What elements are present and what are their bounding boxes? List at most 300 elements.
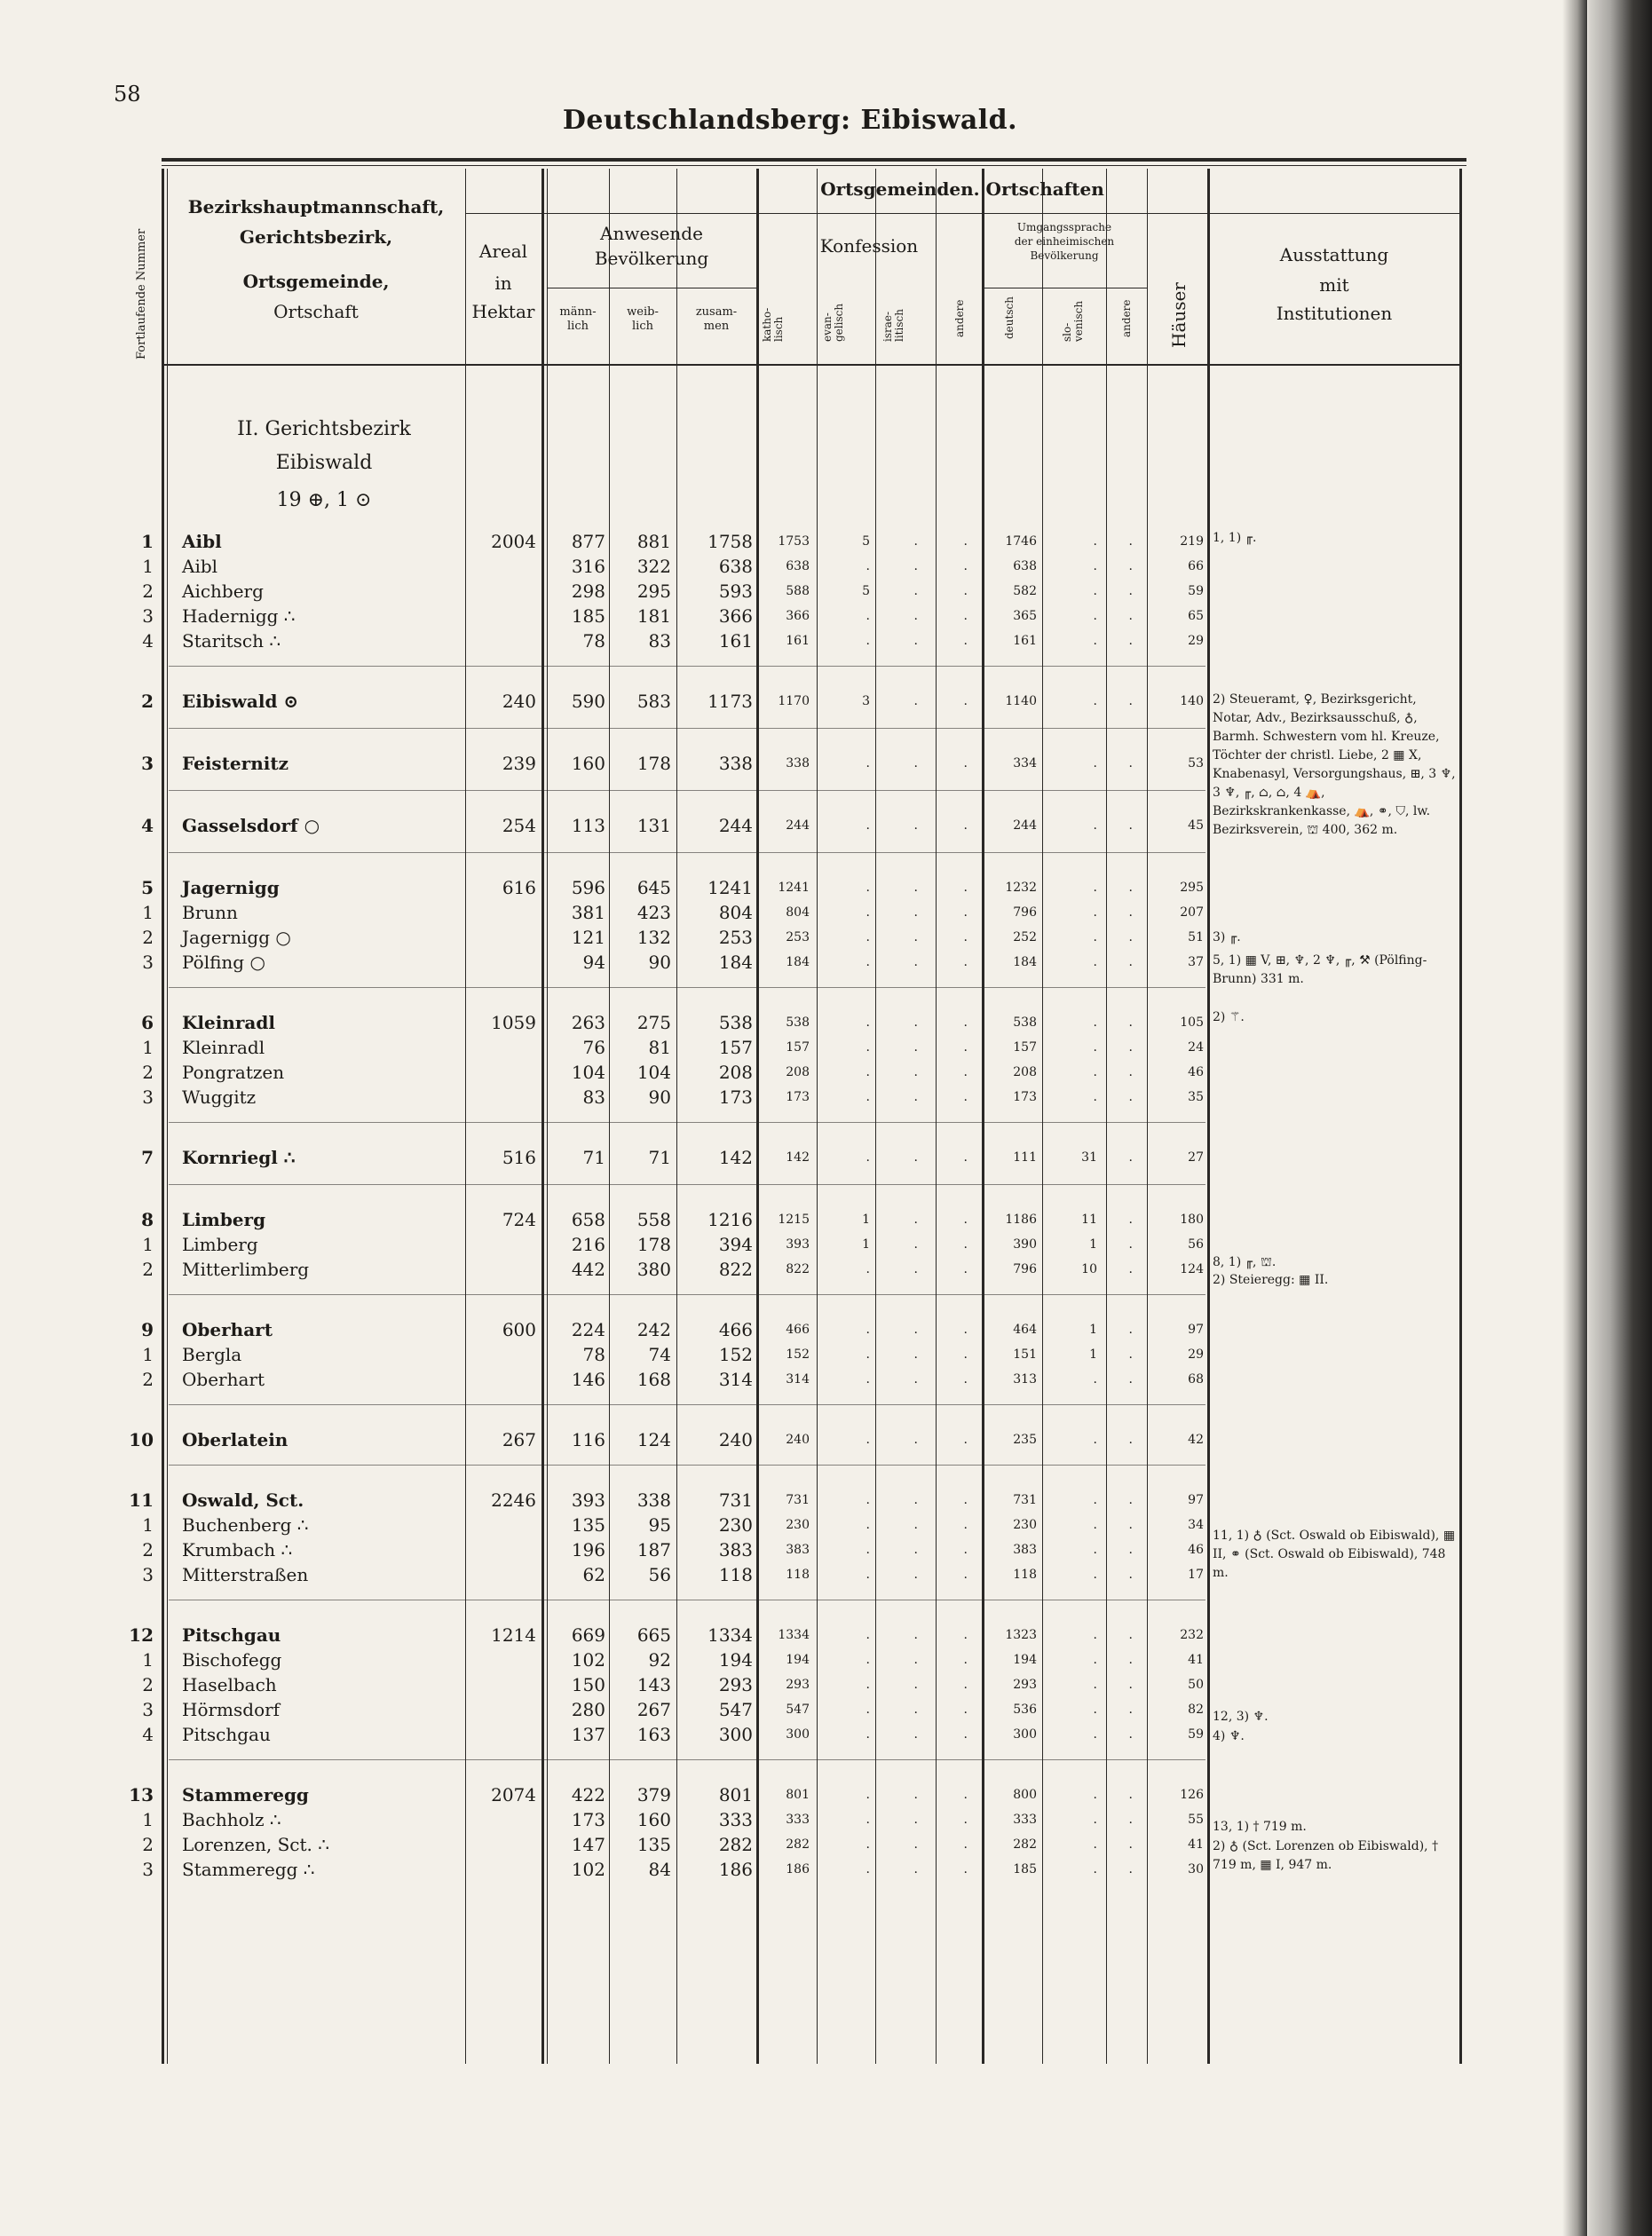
row-number: 2: [142, 1834, 154, 1855]
cell-m: 316: [571, 556, 605, 577]
cell-de: 796: [1013, 1262, 1037, 1276]
header-ausst-3: Institutionen: [1276, 303, 1393, 324]
cell-isr: .: [913, 1040, 918, 1055]
cell-m: 381: [571, 902, 605, 923]
cell-sand: .: [1128, 1090, 1133, 1104]
cell-w: 74: [648, 1344, 671, 1365]
cell-and: .: [963, 1262, 968, 1276]
cell-and: .: [963, 1372, 968, 1387]
cell-and: .: [963, 1727, 968, 1742]
cell-evang: .: [866, 1813, 870, 1827]
cell-slo: .: [1093, 634, 1097, 648]
row-name: Krumbach ∴: [182, 1539, 293, 1560]
cell-sand: .: [1128, 818, 1133, 833]
cell-and: .: [963, 1237, 968, 1252]
header-ausst-1: Ausstattung: [1279, 244, 1389, 265]
row-name: Limberg: [182, 1209, 266, 1230]
cell-isr: .: [913, 584, 918, 598]
cell-kath: 801: [786, 1788, 810, 1802]
cell-evang: .: [866, 1628, 870, 1642]
cell-m: 669: [571, 1624, 605, 1646]
row-number: 9: [141, 1319, 154, 1340]
cell-h: 35: [1188, 1090, 1204, 1104]
row-number: 1: [142, 1809, 154, 1830]
institution-note: 2) Steieregg: ▦ II.: [1213, 1273, 1329, 1287]
table-row: [0, 1319, 1580, 1344]
cell-t: 466: [718, 1319, 753, 1340]
cell-slo: .: [1093, 1433, 1097, 1447]
row-name: Aibl: [182, 531, 222, 552]
institution-note: 3) ╓.: [1213, 930, 1241, 944]
table-row: [0, 630, 1580, 655]
cell-de: 194: [1013, 1653, 1037, 1667]
cell-slo: .: [1093, 559, 1097, 573]
cell-kath: 1753: [778, 534, 810, 549]
cell-t: 184: [718, 952, 753, 973]
row-number: 4: [142, 630, 154, 652]
row-name: Aibl: [182, 556, 218, 577]
cell-w: 423: [636, 902, 671, 923]
cell-kath: 240: [786, 1433, 810, 1447]
cell-kath: 152: [786, 1347, 810, 1362]
row-number: 1: [142, 902, 154, 923]
cell-kath: 230: [786, 1518, 810, 1532]
cell-sand: .: [1128, 584, 1133, 598]
institution-note: 12, 3) ♆.: [1213, 1710, 1269, 1724]
row-name: Oswald, Sct.: [182, 1489, 304, 1511]
cell-evang: 1: [862, 1213, 870, 1227]
row-name: Feisternitz: [182, 753, 289, 774]
cell-t: 157: [718, 1037, 753, 1058]
row-name: Bachholz ∴: [182, 1809, 281, 1830]
cell-w: 380: [636, 1259, 671, 1280]
cell-t: 366: [718, 605, 753, 627]
row-number: 3: [142, 1699, 154, 1720]
cell-h: 59: [1188, 1727, 1204, 1742]
cell-m: 76: [582, 1037, 605, 1058]
header-pop-1: Anwesende: [600, 223, 703, 244]
cell-de: 1140: [1005, 694, 1037, 708]
cell-and: .: [963, 609, 968, 623]
institution-note: 1, 1) ╓.: [1213, 531, 1257, 545]
cell-isr: .: [913, 1090, 918, 1104]
cell-kath: 161: [786, 634, 810, 648]
cell-kath: 314: [786, 1372, 810, 1387]
header-sprache-3: Bevölkerung: [1030, 249, 1099, 262]
cell-slo: .: [1093, 1813, 1097, 1827]
row-name: Limberg: [182, 1234, 258, 1255]
cell-sand: .: [1128, 1015, 1133, 1030]
cell-kath: 253: [786, 930, 810, 944]
cell-slo: .: [1093, 584, 1097, 598]
cell-de: 118: [1013, 1568, 1037, 1582]
row-name: Oberlatein: [182, 1429, 289, 1450]
cell-m: 216: [571, 1234, 605, 1255]
cell-m: 280: [571, 1699, 605, 1720]
row-name: Pitschgau: [182, 1624, 281, 1646]
cell-kath: 466: [786, 1323, 810, 1337]
cell-w: 104: [636, 1062, 671, 1083]
cell-de: 390: [1013, 1237, 1037, 1252]
cell-slo: .: [1093, 1015, 1097, 1030]
cell-h: 97: [1188, 1493, 1204, 1507]
cell-m: 298: [571, 581, 605, 602]
cell-sand: .: [1128, 881, 1133, 895]
cell-evang: .: [866, 1703, 870, 1717]
cell-isr: .: [913, 1862, 918, 1877]
cell-and: .: [963, 818, 968, 833]
row-name: Stammeregg: [182, 1784, 309, 1805]
cell-slo: .: [1093, 1862, 1097, 1877]
cell-slo: .: [1093, 1837, 1097, 1852]
cell-m: 150: [571, 1674, 605, 1695]
cell-h: 41: [1188, 1837, 1204, 1852]
cell-evang: .: [866, 930, 870, 944]
cell-and: .: [963, 584, 968, 598]
cell-areal: 2004: [491, 531, 536, 552]
cell-slo: 31: [1081, 1150, 1097, 1165]
cell-h: 30: [1188, 1862, 1204, 1877]
institution-note: 4) ♆.: [1213, 1729, 1245, 1743]
cell-w: 132: [636, 927, 671, 948]
col-line: [676, 169, 677, 2064]
cell-and: .: [963, 756, 968, 770]
cell-and: .: [963, 1703, 968, 1717]
table-row: [0, 1147, 1580, 1172]
row-name: Hörmsdorf: [182, 1699, 281, 1720]
cell-and: .: [963, 559, 968, 573]
cell-evang: .: [866, 634, 870, 648]
header-konf-isr: israe- litisch: [881, 309, 906, 342]
cell-m: 121: [571, 927, 605, 948]
cell-evang: .: [866, 905, 870, 920]
cell-sand: .: [1128, 1040, 1133, 1055]
col-line: [875, 169, 876, 2064]
cell-t: 333: [718, 1809, 753, 1830]
cell-w: 168: [636, 1369, 671, 1390]
cell-h: 55: [1188, 1813, 1204, 1827]
row-number: 2: [142, 1369, 154, 1390]
cell-slo: .: [1093, 1372, 1097, 1387]
cell-sand: .: [1128, 1150, 1133, 1165]
cell-m: 146: [571, 1369, 605, 1390]
cell-evang: .: [866, 609, 870, 623]
header-spr-andere: andere: [1120, 299, 1133, 337]
cell-sand: .: [1128, 955, 1133, 969]
cell-h: 56: [1188, 1237, 1204, 1252]
institution-note: 5, 1) ▦ V, ⊞, ♆, 2 ♆, ╓, ⚒ (Pölfing-Brunn) 331 m.: [1213, 953, 1427, 986]
row-name: Bergla: [182, 1344, 242, 1365]
cell-h: 232: [1180, 1628, 1204, 1642]
cell-de: 731: [1013, 1493, 1037, 1507]
row-name: Jagernigg ○: [182, 927, 291, 948]
cell-isr: .: [913, 756, 918, 770]
cell-de: 111: [1013, 1150, 1037, 1165]
cell-and: .: [963, 1040, 968, 1055]
cell-t: 142: [718, 1147, 753, 1168]
cell-slo: .: [1093, 881, 1097, 895]
table-row: [0, 1429, 1580, 1454]
cell-m: 658: [571, 1209, 605, 1230]
row-name: Eibiswald ⊙: [182, 691, 299, 712]
cell-sand: .: [1128, 905, 1133, 920]
cell-t: 240: [718, 1429, 753, 1450]
row-number: 2: [141, 691, 154, 712]
cell-isr: .: [913, 1727, 918, 1742]
cell-de: 1232: [1005, 881, 1037, 895]
cell-t: 394: [718, 1234, 753, 1255]
cell-slo: .: [1093, 1703, 1097, 1717]
cell-m: 116: [571, 1429, 605, 1450]
cell-and: .: [963, 1788, 968, 1802]
cell-sand: .: [1128, 559, 1133, 573]
cell-slo: .: [1093, 694, 1097, 708]
cell-de: 244: [1013, 818, 1037, 833]
cell-kath: 804: [786, 905, 810, 920]
cell-evang: .: [866, 559, 870, 573]
cell-t: 538: [718, 1012, 753, 1033]
group-separator: [169, 1294, 1205, 1295]
cell-evang: .: [866, 1568, 870, 1582]
cell-and: .: [963, 881, 968, 895]
cell-de: 151: [1013, 1347, 1037, 1362]
cell-m: 422: [571, 1784, 605, 1805]
institution-note: 11, 1) ♁ (Sct. Oswald ob Eibiswald), ▦ II, ⚭ (Sct. Oswald ob Eibiswald), 748 m.: [1213, 1529, 1456, 1580]
scan-binding-shadow: [1562, 0, 1587, 2236]
cell-t: 230: [718, 1514, 753, 1536]
cell-h: 105: [1180, 1015, 1204, 1030]
header-areal-3: Hektar: [471, 301, 535, 322]
cell-kath: 383: [786, 1543, 810, 1557]
cell-de: 185: [1013, 1862, 1037, 1877]
cell-slo: .: [1093, 1653, 1097, 1667]
col-line: [541, 169, 544, 2064]
cell-sand: .: [1128, 1813, 1133, 1827]
row-number: 2: [142, 1259, 154, 1280]
cell-t: 161: [718, 630, 753, 652]
cell-and: .: [963, 634, 968, 648]
row-name: Kleinradl: [182, 1037, 265, 1058]
cell-kath: 393: [786, 1237, 810, 1252]
cell-and: .: [963, 1015, 968, 1030]
cell-evang: .: [866, 1015, 870, 1030]
cell-isr: .: [913, 905, 918, 920]
cell-slo: .: [1093, 905, 1097, 920]
cell-w: 160: [636, 1809, 671, 1830]
cell-de: 536: [1013, 1703, 1037, 1717]
group-separator: [169, 1122, 1205, 1123]
page-number: 58: [114, 82, 141, 107]
cell-isr: .: [913, 1653, 918, 1667]
cell-m: 137: [571, 1724, 605, 1745]
cell-h: 50: [1188, 1678, 1204, 1692]
section-counts: 19 ⊕, 1 ⊙: [276, 489, 372, 511]
cell-evang: .: [866, 1150, 870, 1165]
cell-m: 173: [571, 1809, 605, 1830]
cell-t: 208: [718, 1062, 753, 1083]
cell-evang: 5: [862, 584, 870, 598]
cell-kath: 1241: [778, 881, 810, 895]
cell-w: 92: [648, 1649, 671, 1671]
row-number: 11: [129, 1489, 154, 1511]
row-number: 3: [142, 1086, 154, 1108]
cell-evang: .: [866, 1543, 870, 1557]
row-name: Oberhart: [182, 1319, 273, 1340]
row-name: Hadernigg ∴: [182, 605, 296, 627]
cell-slo: .: [1093, 1065, 1097, 1079]
col-line: [982, 169, 984, 2064]
cell-isr: .: [913, 1237, 918, 1252]
cell-t: 1216: [707, 1209, 753, 1230]
cell-de: 334: [1013, 756, 1037, 770]
table-row: [0, 605, 1580, 630]
row-name: Jagernigg: [182, 877, 280, 898]
institution-note: 2) ♁ (Sct. Lorenzen ob Eibiswald), † 719 m, ▦ I, 947 m.: [1213, 1839, 1439, 1872]
cell-w: 84: [648, 1859, 671, 1880]
cell-areal: 1059: [491, 1012, 536, 1033]
cell-w: 135: [636, 1834, 671, 1855]
cell-w: 645: [636, 877, 671, 898]
row-name: Bischofegg: [182, 1649, 282, 1671]
cell-isr: .: [913, 930, 918, 944]
cell-slo: 1: [1089, 1237, 1097, 1252]
cell-m: 78: [582, 630, 605, 652]
cell-sand: .: [1128, 930, 1133, 944]
cell-isr: .: [913, 1493, 918, 1507]
cell-and: .: [963, 1518, 968, 1532]
row-number: 1: [142, 556, 154, 577]
cell-evang: .: [866, 1040, 870, 1055]
cell-and: .: [963, 1678, 968, 1692]
row-number: 2: [142, 1062, 154, 1083]
cell-and: .: [963, 930, 968, 944]
cell-isr: .: [913, 1518, 918, 1532]
cell-slo: .: [1093, 1040, 1097, 1055]
cell-kath: 173: [786, 1090, 810, 1104]
cell-evang: .: [866, 1837, 870, 1852]
cell-evang: .: [866, 1678, 870, 1692]
cell-h: 53: [1188, 756, 1204, 770]
row-number: 1: [142, 1344, 154, 1365]
cell-evang: .: [866, 1788, 870, 1802]
cell-w: 295: [636, 581, 671, 602]
cell-de: 208: [1013, 1065, 1037, 1079]
cell-evang: .: [866, 1727, 870, 1742]
cell-w: 665: [636, 1624, 671, 1646]
header-name-line1: Bezirkshauptmannschaft,: [187, 196, 445, 217]
col-line: [1207, 169, 1210, 2064]
header-ausst-2: mit: [1319, 274, 1349, 296]
cell-areal: 600: [502, 1319, 536, 1340]
cell-sand: .: [1128, 534, 1133, 549]
cell-w: 95: [648, 1514, 671, 1536]
cell-evang: .: [866, 881, 870, 895]
cell-and: .: [963, 694, 968, 708]
table-row: [0, 1209, 1580, 1234]
cell-kath: 538: [786, 1015, 810, 1030]
group-separator: [169, 1465, 1205, 1466]
col-line: [547, 169, 548, 2064]
cell-sand: .: [1128, 1837, 1133, 1852]
cell-isr: .: [913, 955, 918, 969]
cell-w: 90: [648, 952, 671, 973]
cell-de: 333: [1013, 1813, 1037, 1827]
cell-h: 45: [1188, 818, 1204, 833]
table-row: [0, 1784, 1580, 1809]
group-separator: [169, 852, 1205, 853]
cell-t: 593: [718, 581, 753, 602]
cell-and: .: [963, 1150, 968, 1165]
cell-kath: 1170: [778, 694, 810, 708]
cell-evang: .: [866, 1653, 870, 1667]
header-sprache-2: der einheimischen: [1014, 235, 1115, 248]
cell-areal: 2074: [491, 1784, 536, 1805]
row-name: Aichberg: [182, 581, 264, 602]
cell-sand: .: [1128, 1433, 1133, 1447]
table-row: [0, 1344, 1580, 1369]
cell-kath: 118: [786, 1568, 810, 1582]
row-number: 1: [142, 1234, 154, 1255]
cell-and: .: [963, 1323, 968, 1337]
cell-m: 94: [582, 952, 605, 973]
cell-t: 293: [718, 1674, 753, 1695]
table-row: [0, 1369, 1580, 1394]
table-top-rule-thin: [162, 165, 1466, 166]
cell-de: 800: [1013, 1788, 1037, 1802]
cell-slo: .: [1093, 1568, 1097, 1582]
row-name: Stammeregg ∴: [182, 1859, 315, 1880]
cell-h: 97: [1188, 1323, 1204, 1337]
cell-m: 147: [571, 1834, 605, 1855]
cell-and: .: [963, 1433, 968, 1447]
cell-areal: 516: [502, 1147, 536, 1168]
cell-and: .: [963, 534, 968, 549]
table-row: [0, 1086, 1580, 1111]
section-title: II. Gerichtsbezirk: [237, 418, 411, 440]
header-col-number: Fortlaufende Nummer: [135, 228, 148, 359]
row-number: 8: [141, 1209, 154, 1230]
cell-m: 160: [571, 753, 605, 774]
cell-de: 252: [1013, 930, 1037, 944]
cell-m: 71: [582, 1147, 605, 1168]
cell-de: 293: [1013, 1678, 1037, 1692]
cell-h: 41: [1188, 1653, 1204, 1667]
cell-sand: .: [1128, 1568, 1133, 1582]
cell-de: 796: [1013, 905, 1037, 920]
header-konf-andere: andere: [953, 299, 966, 337]
header-spr-deutsch: deutsch: [1003, 296, 1016, 339]
table-row: [0, 902, 1580, 927]
cell-kath: 588: [786, 584, 810, 598]
cell-h: 126: [1180, 1788, 1204, 1802]
cell-w: 881: [636, 531, 671, 552]
row-number: 10: [129, 1429, 154, 1450]
cell-evang: .: [866, 1065, 870, 1079]
cell-t: 547: [718, 1699, 753, 1720]
cell-m: 590: [571, 691, 605, 712]
cell-h: 65: [1188, 609, 1204, 623]
row-number: 2: [142, 581, 154, 602]
row-name: Mitterstraßen: [182, 1564, 309, 1585]
row-number: 3: [142, 1859, 154, 1880]
cell-t: 186: [718, 1859, 753, 1880]
cell-kath: 366: [786, 609, 810, 623]
cell-isr: .: [913, 1813, 918, 1827]
cell-t: 638: [718, 556, 753, 577]
table-row: [0, 877, 1580, 902]
cell-sand: .: [1128, 634, 1133, 648]
cell-slo: .: [1093, 1788, 1097, 1802]
